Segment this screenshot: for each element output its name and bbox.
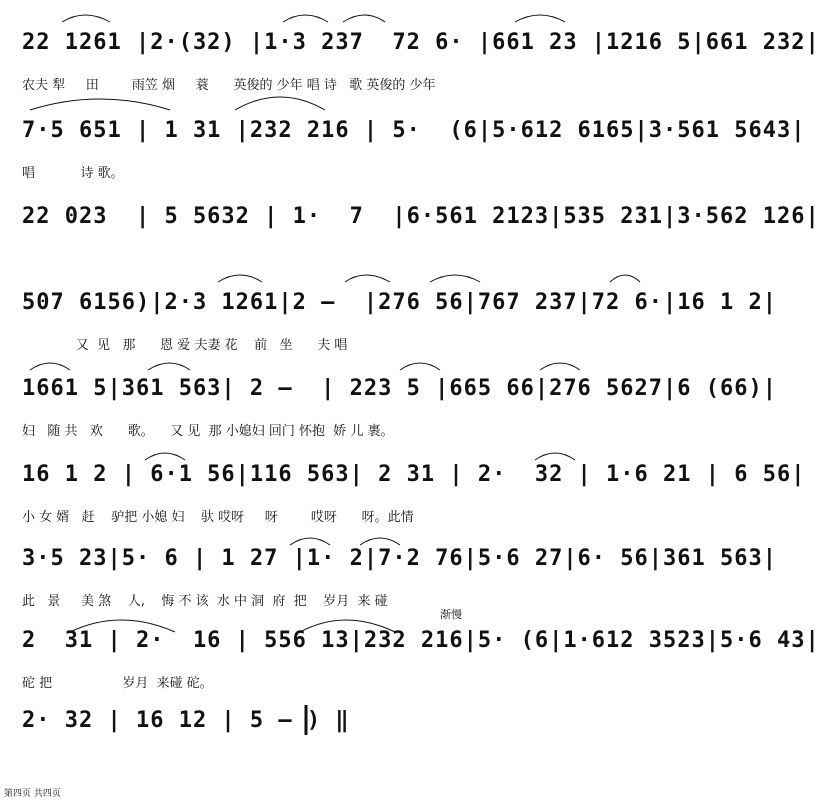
lyrics-row: 妇 随 共 欢 歌。 又 见 那 小媳妇 回门 怀抱 娇 儿 裹。	[22, 424, 394, 439]
lyrics-row: 砣 把 岁月 来碰 砣。	[22, 676, 213, 691]
notation-row: 507 6156)|2·3 1261|2 – |276 56|767 237|72 6·|16 1 2|	[22, 290, 777, 315]
notation-row: 22 023 | 5 5632 | 1· 7 |6·561 2123|535 231|3·562 126|	[22, 204, 820, 229]
notation-row: 3·5 23|5· 6 | 1 27 |1· 2|7·2 76|5·6 27|6· 56|361 563|	[22, 546, 777, 571]
notation-row: 16 1 2 | 6·1 56|116 563| 2 31 | 2· 32 | 1·6 21 | 6 56|	[22, 462, 806, 487]
tempo-mark: 渐慢	[440, 608, 462, 621]
lyrics-row: 农夫 犁 田 雨笠 烟 蓑 英俊的 少年 唱 诗 歌 英俊的 少年	[22, 78, 436, 93]
page-footer: 第四页 共四页	[4, 789, 61, 799]
lyrics-row: 唱 诗 歌。	[22, 166, 124, 181]
lyrics-row: 又 见 那 恩 爱 夫妻 花 前 坐 夫 唱	[22, 338, 348, 353]
notation-row: 1661 5|361 563| 2 – | 223 5 |665 66|276 5627|6 (66)|	[22, 376, 777, 401]
notation-row: 2· 32 | 16 12 | 5 – ) ‖	[22, 708, 350, 733]
lyrics-row: 此 景 美 煞 人, 悔 不 该 水 中 洞 府 把 岁月 来 碰	[22, 594, 388, 609]
notation-row: 2 31 | 2· 16 | 556 13|232 216|5· (6|1·612 3523|5·6 43|	[22, 628, 820, 653]
lyrics-row: 小 女 婿 赶 驴把 小媳 妇 驮 哎呀 呀 哎呀 呀。此情	[22, 510, 414, 525]
notation-row: 22 1261 |2·(32) |1·3 237 72 6· |661 23 |1216 5|661 232|	[22, 30, 820, 55]
notation-row: 7·5 651 | 1 31 |232 216 | 5· (6|5·612 6165|3·561 5643|	[22, 118, 806, 143]
